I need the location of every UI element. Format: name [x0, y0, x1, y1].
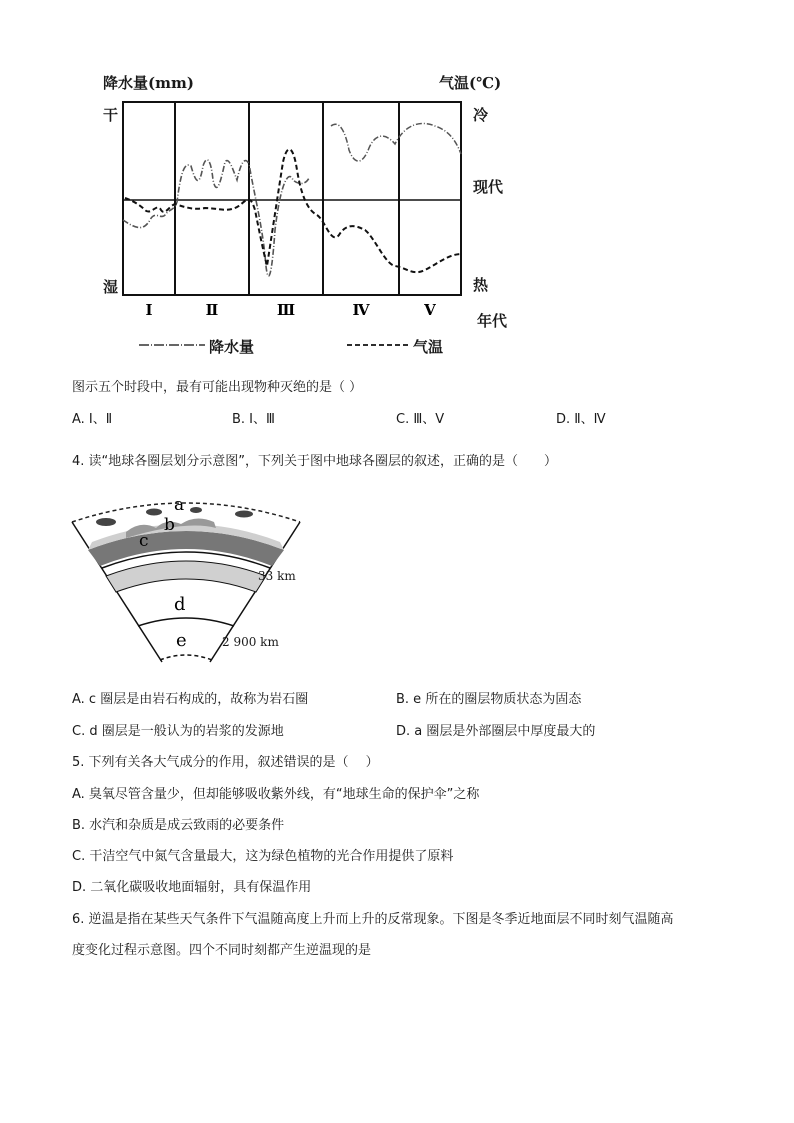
right-axis-label: 气温(℃) [439, 74, 502, 92]
q6-stem-line1: 6. 逆温是指在某些天气条件下气温随高度上升而上升的反常现象。下图是冬季近地面层不同时刻气温随高 [72, 912, 674, 927]
modern-label: 现代 [473, 178, 504, 196]
q4-option-c[interactable]: C. d 圈层是一般认为的岩浆的发源地 [72, 724, 284, 739]
legend-temp-label: 气温 [413, 338, 444, 356]
q5-option-a[interactable]: A. 臭氧尽管含量少，但却能够吸收紫外线，有“地球生命的保护伞”之称 [72, 787, 480, 802]
x-axis-label: 年代 [477, 312, 508, 330]
depth-2900km: 2 900 km [222, 635, 279, 649]
q5-option-b[interactable]: B. 水汽和杂质是成云致雨的必要条件 [72, 818, 285, 833]
q4-option-d[interactable]: D. a 圈层是外部圈层中厚度最大的 [396, 724, 596, 739]
layer-label-a: a [174, 495, 185, 515]
q4-stem: 4. 读“地球各圈层划分示意图”，下列关于图中地球各圈层的叙述，正确的是（ ） [72, 454, 558, 469]
period-3: Ⅲ [276, 301, 296, 319]
dry-label: 干 [103, 106, 119, 124]
q4-option-b[interactable]: B. e 所在的圈层物质状态为固态 [396, 692, 582, 707]
q5-option-d[interactable]: D. 二氧化碳吸收地面辐射，具有保温作用 [72, 880, 312, 895]
wet-label: 湿 [103, 278, 119, 296]
layer-label-b: b [164, 515, 175, 535]
q3-option-b[interactable]: B. Ⅰ、Ⅲ [232, 412, 275, 427]
q3-option-a[interactable]: A. Ⅰ、Ⅱ [72, 412, 113, 427]
period-4: Ⅳ [352, 301, 370, 319]
climate-figure [95, 70, 535, 360]
layer-label-e: e [176, 630, 187, 651]
q3-option-c[interactable]: C. Ⅲ、Ⅴ [396, 412, 445, 427]
climate-chart [95, 70, 535, 360]
q4-option-a[interactable]: A. c 圈层是由岩石构成的，故称为岩石圈 [72, 692, 309, 707]
period-2: Ⅱ [205, 301, 219, 319]
q3-stem: 图示五个时段中，最有可能出现物种灭绝的是（ ） [72, 380, 363, 395]
q6-stem-line2: 度变化过程示意图。四个不同时刻都产生逆温现的是 [72, 943, 372, 958]
layer-label-c: c [139, 531, 149, 551]
period-1: Ⅰ [145, 301, 153, 319]
legend-precip-label: 降水量 [209, 338, 255, 356]
cold-label: 冷 [473, 106, 489, 124]
hot-label: 热 [473, 276, 489, 294]
left-axis-label: 降水量(mm) [103, 74, 194, 92]
q3-option-d[interactable]: D. Ⅱ、Ⅳ [556, 412, 606, 427]
q5-stem: 5. 下列有关各大气成分的作用，叙述错误的是（ ） [72, 755, 379, 770]
period-5: Ⅴ [424, 301, 436, 319]
layer-label-d: d [174, 594, 186, 615]
depth-33km: 33 km [258, 569, 296, 583]
q5-option-c[interactable]: C. 干洁空气中氮气含量最大，这为绿色植物的光合作用提供了原料 [72, 849, 454, 864]
